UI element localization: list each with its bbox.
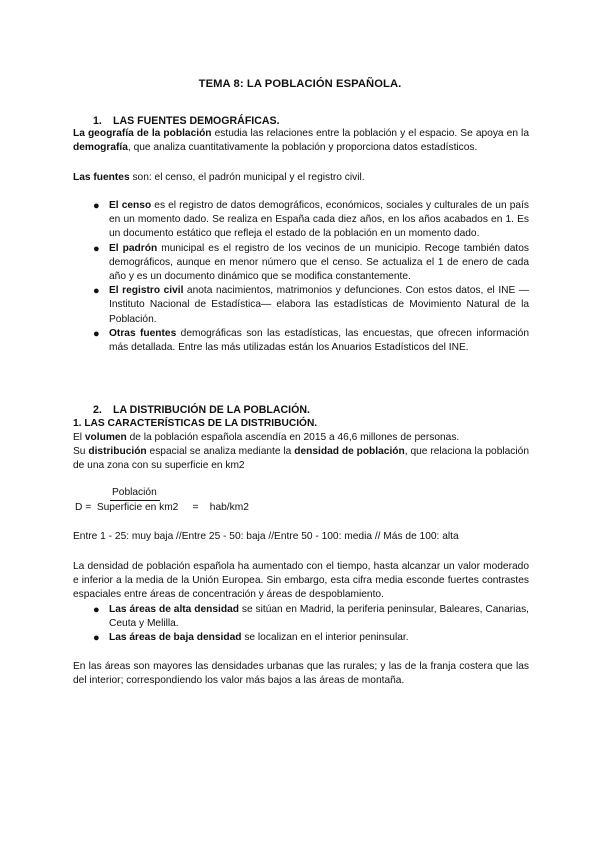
bullet-otras-fuentes: [93, 327, 529, 355]
bullet-dot-icon: ●: [93, 242, 100, 255]
section-2-number: 2.: [93, 404, 102, 416]
intro-text-1: estudia las relaciones entre la población y el espacio. Se apoya en la: [211, 128, 529, 139]
intro-text-2: , que analiza cuantitativamente la población y proporciona datos estadísticos.: [127, 142, 478, 154]
density-paragraph: La densidad de población española ha aumentado con el tiempo, hasta alcanzar un valor moderado e inferior a la media de la Unión Europea. Sin embargo, esta cifra media esconde fuertes contrastes espaciales entre áreas de concentración y áreas de despoblamiento.: [73, 561, 529, 601]
section-2-subheading: 1. LAS CARACTERÍSTICAS DE LA DISTRIBUCIÓN.: [73, 418, 318, 429]
bullet-dot-icon: ●: [93, 632, 100, 645]
bullet-dot-icon: ●: [93, 327, 100, 340]
bullet-dot-icon: ●: [93, 285, 100, 298]
formula-row: [75, 501, 249, 515]
bullet-dot-icon: ●: [93, 604, 100, 616]
fuentes-line: [73, 171, 529, 185]
intro-bold-demografia: demografía: [73, 142, 128, 154]
distribucion-paragraph: [73, 445, 529, 473]
formula-denominator: Superficie en km2: [96, 502, 179, 513]
fuentes-text: son: el censo, el padrón municipal y el registro civil.: [129, 172, 365, 183]
volumen-text-2: de la población española ascendía en 2015 a 46,6 millones de personas.: [126, 432, 460, 443]
bullet-text: demográficas son las estadísticas, las encuestas, que ofrecen información más detallada. Entre las más utilizadas están los Anuarios Estadísticos del INE.: [109, 327, 529, 354]
distribucion-text-2: espacial se analiza mediante la: [146, 446, 295, 457]
fuentes-bullet-list: [93, 199, 529, 355]
bullet-text: municipal es el registro de los vecinos de un municipio. Recoge también datos demográficos, aunque en menor número que el censo. Se actualiza el 1 de enero de cada año y es un documento dinámico que se modifica constantemente.: [109, 242, 529, 283]
bullet-bold: Las áreas de baja densidad: [109, 632, 242, 644]
bullet-text: anota nacimientos, matrimonios y defunciones. Con estos datos, el INE —Instituto Nacional de Estadística— elabora las estadísticas de Movimiento Natural de la Población.: [109, 285, 529, 325]
intro-bold-geografia: La geografía de la población: [73, 128, 212, 139]
density-scale: Entre 1 - 25: muy baja //Entre 25 - 50: baja //Entre 50 - 100: media // Más de 100: alta: [73, 531, 459, 542]
bullet-registro-civil: [93, 284, 529, 327]
section-1-intro: [73, 127, 529, 155]
densidad-bold: densidad de población: [294, 446, 405, 457]
bullet-censo: [93, 199, 529, 242]
volumen-text-1: El: [73, 432, 85, 443]
section-2-heading: [93, 403, 310, 417]
bullet-text: se sitúan en Madrid, la periferia peninsular, Baleares, Canarias, Ceuta y Melilla.: [109, 604, 529, 630]
section-1-title: LAS FUENTES DEMOGRÁFICAS.: [113, 115, 280, 127]
distribucion-text-1: Su: [73, 446, 89, 457]
bullet-bold: Las áreas de alta densidad: [109, 604, 239, 615]
formula-equals: =: [192, 502, 199, 513]
bullet-text: es el registro de datos demográficos, económicos, sociales y culturales de un país en un momento dado. Se realiza en España cada diez años, en los años acabados en 1. Es un documento estático que refleja el estado de la población en un momento dado.: [109, 200, 529, 240]
section-2-title: LA DISTRIBUCIÓN DE LA POBLACIÓN.: [113, 404, 310, 416]
bullet-dot-icon: ●: [93, 200, 100, 212]
bullet-alta-densidad: [93, 603, 529, 631]
volumen-bold: volumen: [84, 432, 127, 443]
density-bullet-list: [93, 603, 529, 646]
fuentes-bold: Las fuentes: [73, 172, 130, 183]
bullet-text: se localizan en el interior peninsular.: [241, 632, 409, 644]
bullet-baja-densidad: [93, 631, 529, 645]
bullet-bold: El registro civil: [109, 285, 184, 297]
formula-numerator: Población: [110, 486, 160, 501]
bullet-bold: El censo: [109, 200, 152, 211]
distribucion-text-3: , que relaciona la población de una zona con su superficie en km2: [73, 446, 529, 472]
bullet-bold: Otras fuentes: [109, 327, 177, 339]
formula-unit: hab/km2: [209, 502, 249, 513]
page-title: TEMA 8: LA POBLACIÓN ESPAÑOLA.: [198, 78, 402, 90]
formula-prefix: D =: [75, 502, 92, 513]
distribucion-bold: distribución: [88, 446, 147, 457]
bullet-padron: [93, 242, 529, 285]
bullet-bold: El padrón: [109, 242, 158, 254]
volumen-line: [73, 431, 529, 445]
closing-paragraph: En las áreas son mayores las densidades urbanas que las rurales; y las de la franja costera que las del interior; correspondiendo los valor más bajos a las áreas de montaña.: [73, 661, 529, 687]
section-1-number: 1.: [93, 115, 102, 127]
